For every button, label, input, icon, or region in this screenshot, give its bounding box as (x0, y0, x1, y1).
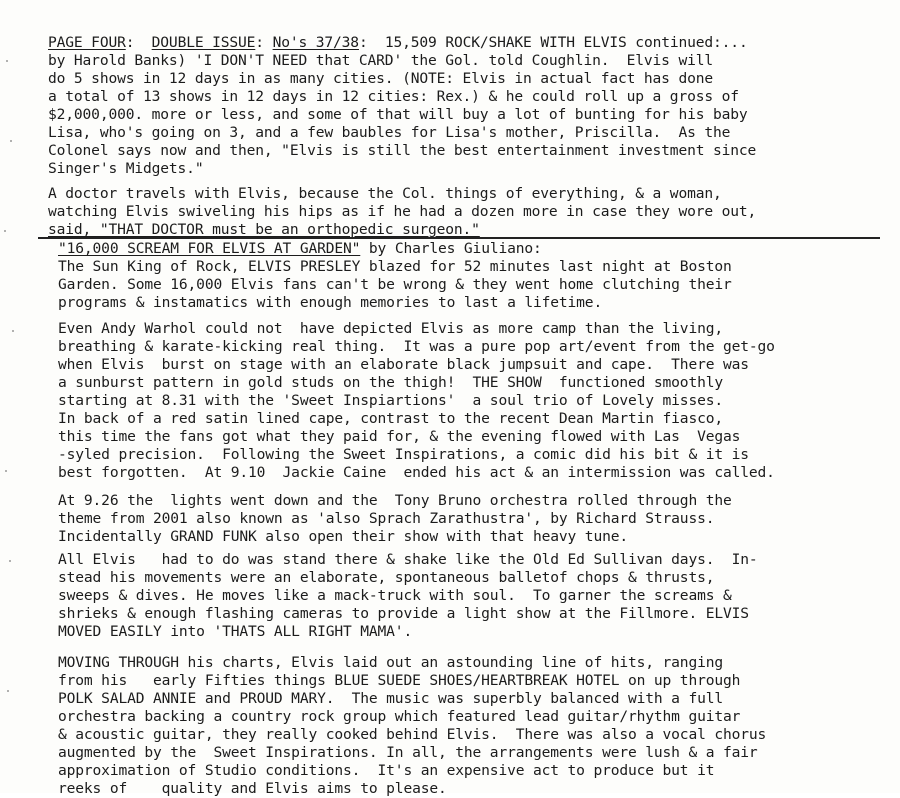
text-line: Even Andy Warhol could not have depicted Elvis as more camp than the living, (58, 320, 723, 337)
text-line: reeks of quality and Elvis aims to please. (58, 780, 447, 797)
text-line: A doctor travels with Elvis, because the Col. things of everything, & a woman, (48, 185, 722, 202)
text-line: a total of 13 shows in 12 days in 12 cities: Rex.) & he could roll up a gross of (48, 88, 739, 105)
text-line: Lisa, who's going on 3, and a few baubles for Lisa's mother, Priscilla. As the (48, 124, 731, 141)
speck (6, 60, 8, 62)
text-line: Colonel says now and then, "Elvis is still the best entertainment investment since (48, 142, 757, 159)
text-line: orchestra backing a country rock group which featured lead guitar/rhythm guitar (58, 708, 741, 725)
text-line: Singer's Midgets." (48, 160, 204, 177)
text-line: do 5 shows in 12 days in as many cities. (NOTE: Elvis in actual fact has done (48, 70, 713, 87)
text-line: starting at 8.31 with the 'Sweet Inspiartions' a soul trio of Lovely misses. (58, 392, 723, 409)
text-line: augmented by the Sweet Inspirations. In all, the arrangements were lush & a fair (58, 744, 758, 761)
text-line: sweeps & dives. He moves like a mack-truck with soul. To garner the screams & (58, 587, 732, 604)
movement-paragraph (58, 551, 888, 641)
hits-paragraph (58, 654, 888, 798)
review-byline: by Charles Giuliano: (360, 240, 542, 257)
text-line: stead his movements were an elaborate, spontaneous balletof chops & thrusts, (58, 569, 715, 586)
text-line: a sunburst pattern in gold studs on the thigh! THE SHOW functioned smoothly (58, 374, 723, 391)
speck (10, 140, 12, 142)
text-line: MOVED EASILY into 'THATS ALL RIGHT MAMA'. (58, 623, 413, 640)
margin-specks (0, 0, 30, 793)
text-line: said, "THAT DOCTOR must be an orthopedic surgeon." (48, 221, 480, 238)
text-line: approximation of Studio conditions. It's an expensive act to produce but it (58, 762, 715, 779)
intro-paragraph (48, 34, 878, 178)
text-line: POLK SALAD ANNIE and PROUD MARY. The music was superbly balanced with a full (58, 690, 723, 707)
text-line: this time the fans got what they paid for, & the evening flowed with Las Vegas (58, 428, 741, 445)
text-line: breathing & karate-kicking real thing. It was a pure pop art/event from the get-go (58, 338, 775, 355)
text-line: $2,000,000. more or less, and some of that will buy a lot of bunting for his baby (48, 106, 748, 123)
text-line: & acoustic guitar, they really cooked behind Elvis. There was also a vocal chorus (58, 726, 767, 743)
issue-label: DOUBLE ISSUE (151, 34, 256, 51)
orchestra-paragraph (58, 492, 888, 546)
text-line: Garden. Some 16,000 Elvis fans can't be wrong & they went home clutching their (58, 276, 732, 293)
text-line: -syled precision. Following the Sweet Inspirations, a comic did his bit & it is (58, 446, 749, 463)
heading-tail: : 15,509 ROCK/SHAKE WITH ELVIS continued:... (358, 34, 748, 51)
text-line: best forgotten. At 9.10 Jackie Caine ended his act & an intermission was called. (58, 464, 775, 481)
doctor-paragraph (48, 185, 878, 239)
text-line: At 9.26 the lights went down and the Tony Bruno orchestra rolled through the (58, 492, 732, 509)
speck (4, 230, 6, 232)
speck (5, 470, 7, 472)
warhol-paragraph (58, 320, 888, 482)
page-label: PAGE FOUR (48, 34, 126, 51)
text-line: Incidentally GRAND FUNK also open their show with that heavy tune. (58, 528, 628, 545)
text-line: MOVING THROUGH his charts, Elvis laid out an astounding line of hits, ranging (58, 654, 723, 671)
issue-numbers: No's 37/38 (272, 34, 359, 51)
text-line: theme from 2001 also known as 'also Sprach Zarathustra', by Richard Strauss. (58, 510, 715, 527)
text-line: programs & instamatics with enough memories to last a lifetime. (58, 294, 603, 311)
heading-sep: : (255, 34, 273, 51)
page-heading (48, 34, 878, 52)
text-line: by Harold Banks) 'I DON'T NEED that CARD' the Gol. told Coughlin. Elvis will (48, 52, 713, 69)
text-line: The Sun King of Rock, ELVIS PRESLEY blazed for 52 minutes last night at Boston (58, 258, 732, 275)
review-intro-paragraph (58, 240, 888, 312)
speck (12, 330, 14, 332)
speck (9, 560, 11, 562)
text-line: when Elvis burst on stage with an elaborate black jumpsuit and cape. There was (58, 356, 749, 373)
review-headline: "16,000 SCREAM FOR ELVIS AT GARDEN" (58, 240, 361, 257)
text-line: watching Elvis swiveling his hips as if he had a dozen more in case they wore out, (48, 203, 757, 220)
text-line: from his early Fifties things BLUE SUEDE SHOES/HEARTBREAK HOTEL on up through (58, 672, 741, 689)
speck (7, 690, 9, 692)
section-divider (38, 237, 880, 239)
text-line: shrieks & enough flashing cameras to provide a light show at the Fillmore. ELVIS (58, 605, 749, 622)
review-headline-line (58, 240, 888, 258)
text-line: All Elvis had to do was stand there & shake like the Old Ed Sullivan days. In- (58, 551, 758, 568)
text-line: In back of a red satin lined cape, contrast to the recent Dean Martin fiasco, (58, 410, 723, 427)
heading-sep: : (125, 34, 152, 51)
